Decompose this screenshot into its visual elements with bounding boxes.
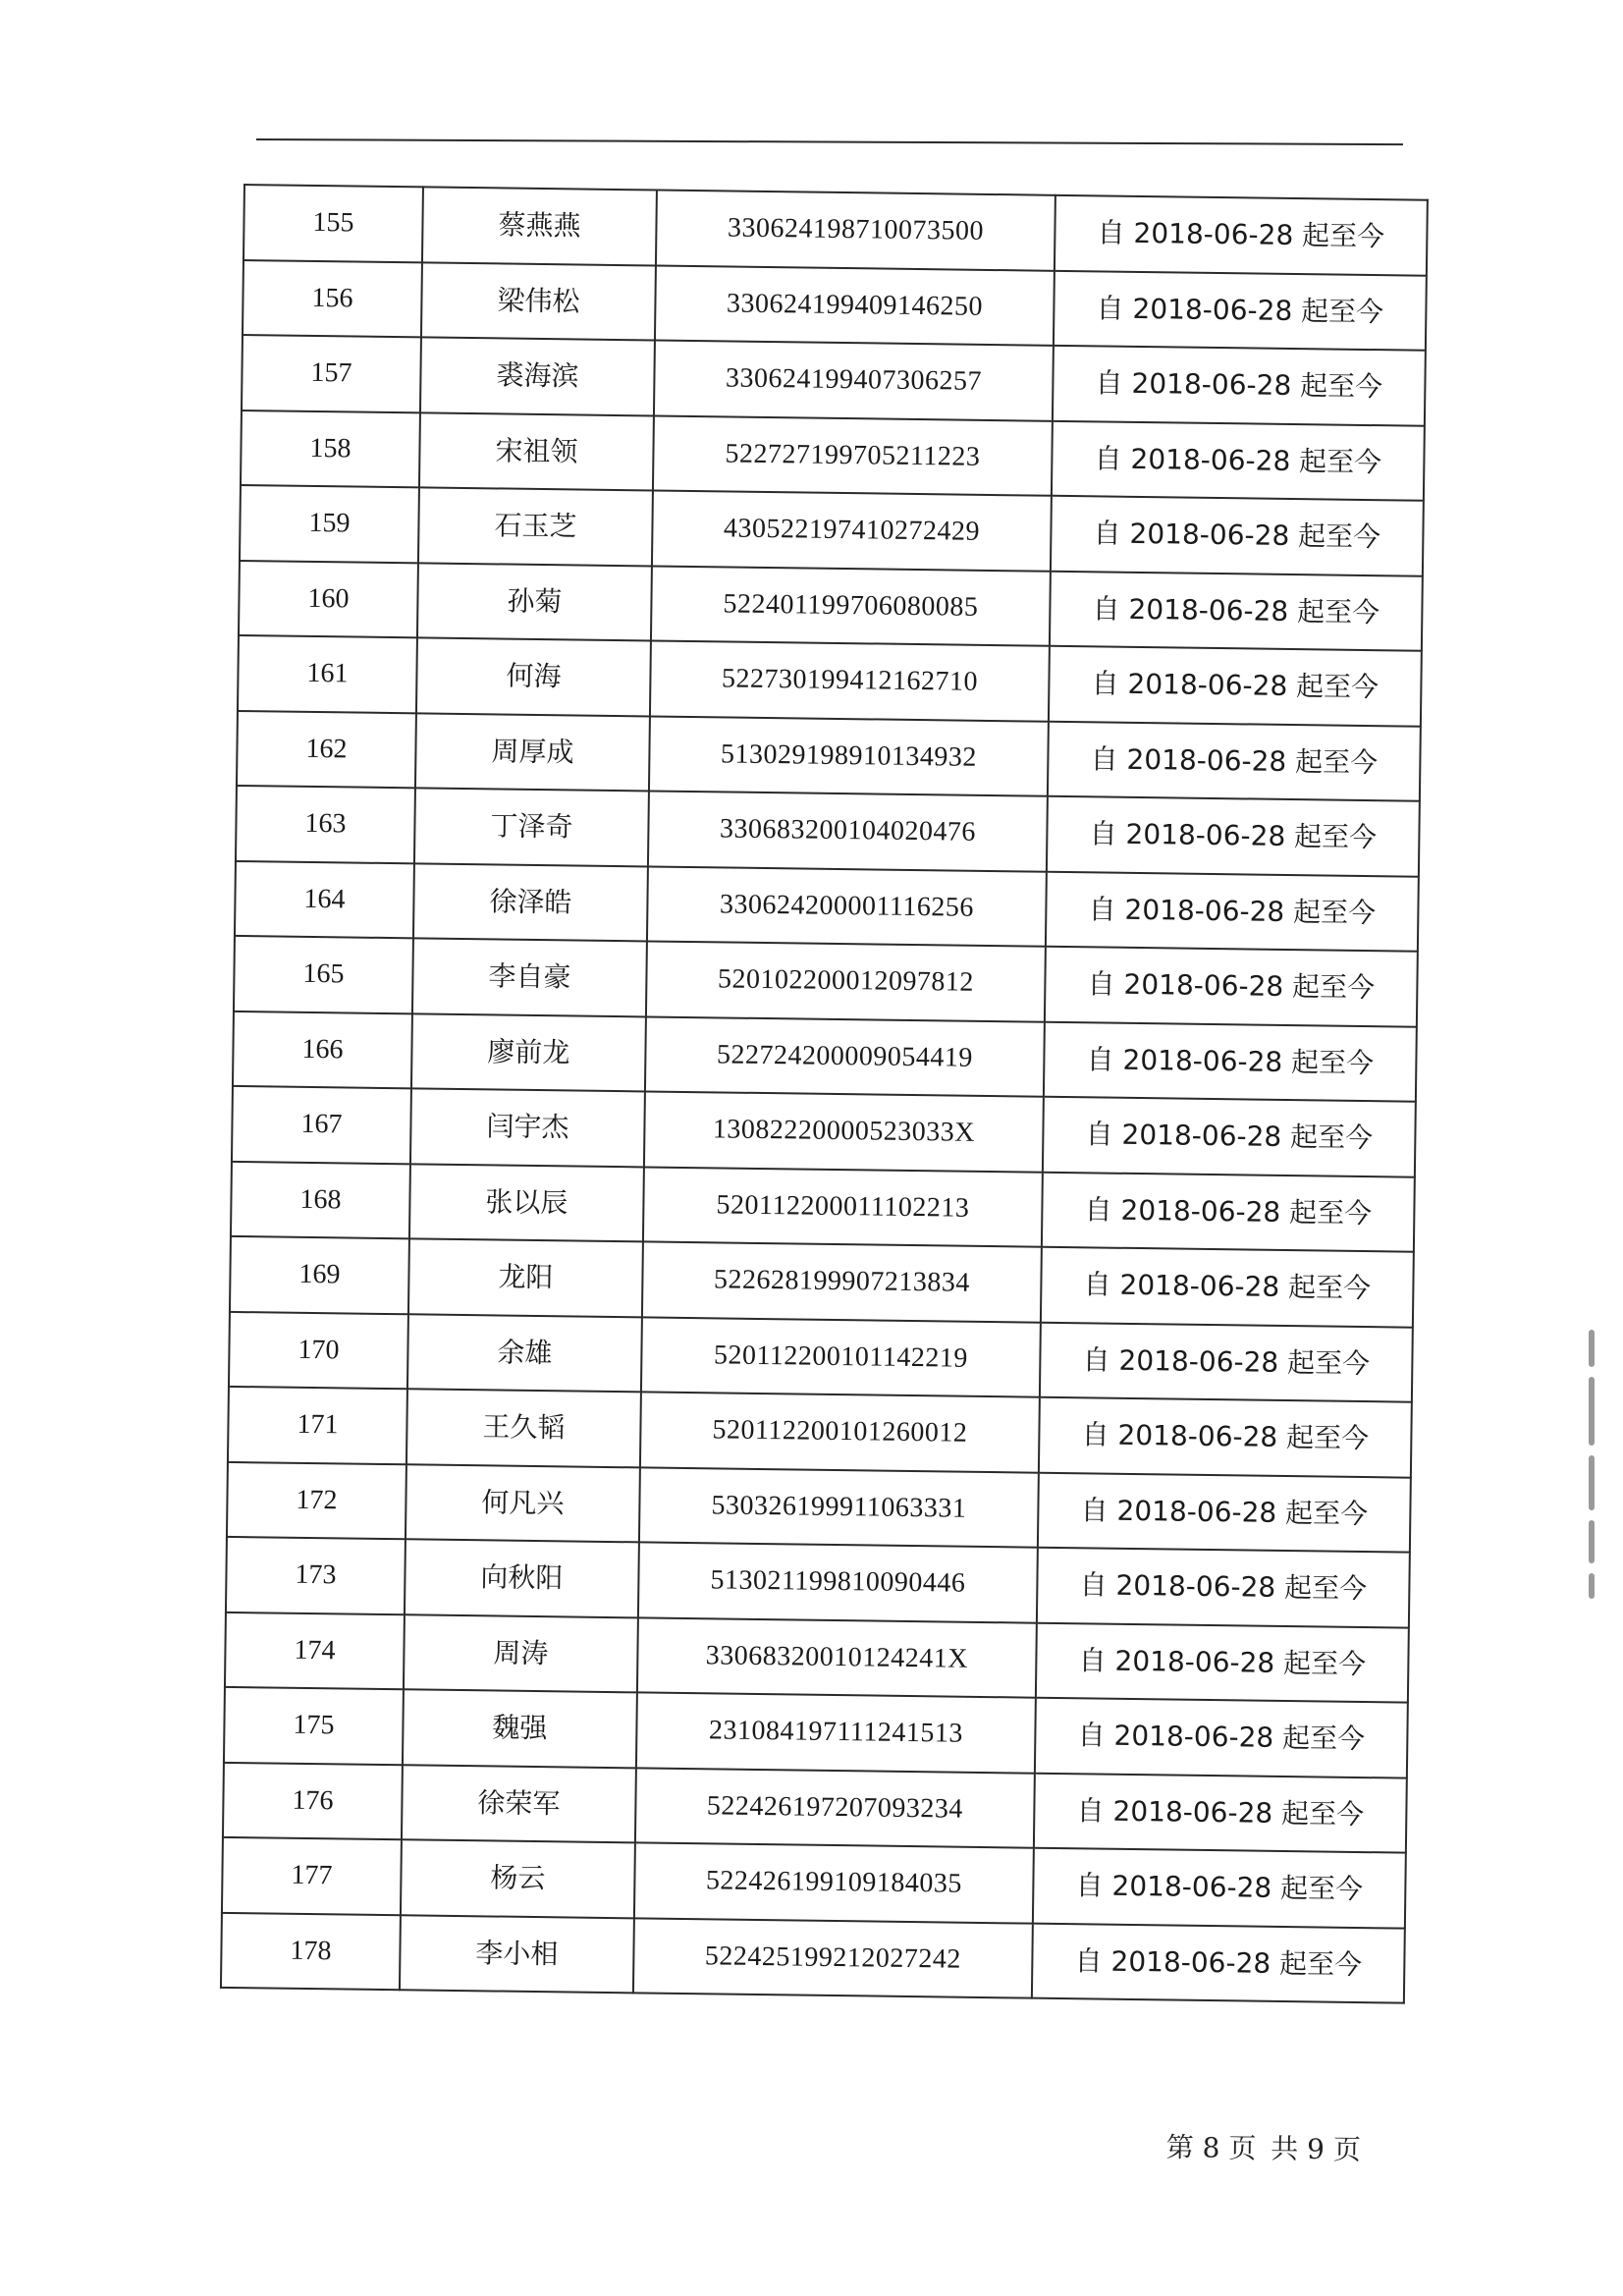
id-number: 330624199407306257 [654, 340, 1054, 420]
id-number: 520102200012097812 [646, 941, 1046, 1021]
period-text: 自 2018-06-28 起至今 [1050, 571, 1423, 650]
row-number: 162 [237, 710, 416, 788]
row-number: 163 [236, 786, 415, 863]
id-number: 522727199705211223 [653, 415, 1053, 496]
period-text: 自 2018-06-28 起至今 [1047, 796, 1420, 876]
row-number: 177 [222, 1837, 402, 1915]
period-text: 自 2018-06-28 起至今 [1049, 646, 1422, 726]
roster-table-container [220, 184, 1429, 2004]
row-number: 164 [235, 860, 414, 938]
period-text: 自 2018-06-28 起至今 [1037, 1548, 1410, 1627]
id-number: 330624200001116256 [647, 866, 1047, 947]
person-name: 李小相 [400, 1915, 634, 1994]
row-number: 165 [234, 936, 413, 1013]
row-number: 161 [238, 635, 417, 713]
period-text: 自 2018-06-28 起至今 [1044, 1021, 1417, 1101]
row-number: 171 [228, 1387, 407, 1464]
person-name: 张以辰 [409, 1164, 644, 1242]
row-number: 156 [243, 260, 422, 338]
period-text: 自 2018-06-28 起至今 [1035, 1698, 1408, 1777]
person-name: 宋祖领 [419, 412, 654, 491]
row-number: 172 [227, 1461, 406, 1539]
id-number: 430522197410272429 [652, 490, 1052, 571]
person-name: 徐荣军 [402, 1765, 636, 1843]
person-name: 孙菊 [417, 563, 652, 641]
id-number: 522724200009054419 [645, 1016, 1045, 1097]
id-number: 522730199412162710 [650, 640, 1050, 721]
row-number: 167 [232, 1086, 411, 1164]
id-number: 520112200101260012 [640, 1392, 1040, 1472]
page-footer [1165, 2126, 1367, 2168]
id-number: 520112200101142219 [641, 1317, 1041, 1397]
id-number: 522426199109184035 [634, 1842, 1034, 1923]
id-number: 522401199706080085 [651, 566, 1051, 646]
person-name: 龙阳 [408, 1238, 643, 1317]
row-number: 155 [243, 185, 423, 262]
row-number: 169 [230, 1236, 409, 1314]
person-name: 向秋阳 [405, 1539, 639, 1617]
id-number: 530326199911063331 [639, 1467, 1039, 1548]
id-number: 13082220000523033X [644, 1091, 1044, 1172]
id-number: 522628199907213834 [642, 1241, 1042, 1322]
table-row [221, 1912, 1405, 2002]
row-number: 166 [233, 1011, 412, 1088]
row-number: 175 [224, 1687, 404, 1765]
person-name: 蔡燕燕 [422, 187, 657, 265]
person-name: 廖前龙 [411, 1013, 646, 1092]
row-number: 159 [240, 485, 419, 563]
period-text: 自 2018-06-28 起至今 [1033, 1848, 1406, 1928]
id-number: 522426197207093234 [635, 1768, 1035, 1848]
person-name: 魏强 [403, 1689, 637, 1768]
period-text: 自 2018-06-28 起至今 [1045, 947, 1418, 1026]
person-name: 裘海滨 [420, 337, 655, 415]
person-name: 余雄 [407, 1314, 642, 1393]
page-total: 共 9 页 [1271, 2132, 1362, 2166]
row-number: 168 [231, 1161, 410, 1238]
person-name: 王久韬 [406, 1389, 641, 1467]
person-name: 周厚成 [415, 713, 650, 792]
person-name: 李自豪 [412, 938, 647, 1016]
person-name: 徐泽皓 [413, 863, 648, 942]
id-number: 330624198710073500 [656, 191, 1055, 271]
period-text: 自 2018-06-28 起至今 [1046, 871, 1419, 951]
period-text: 自 2018-06-28 起至今 [1039, 1397, 1412, 1477]
row-number: 176 [223, 1762, 403, 1839]
roster-table-body [221, 185, 1428, 2003]
row-number: 174 [225, 1612, 405, 1689]
person-name: 杨云 [401, 1839, 635, 1918]
header-rule [256, 138, 1403, 145]
period-text: 自 2018-06-28 起至今 [1055, 195, 1428, 275]
row-number: 173 [226, 1537, 406, 1614]
row-number: 170 [229, 1311, 408, 1389]
row-number: 178 [221, 1912, 401, 1990]
period-text: 自 2018-06-28 起至今 [1032, 1923, 1405, 2002]
period-text: 自 2018-06-28 起至今 [1053, 346, 1426, 425]
row-number: 157 [242, 335, 421, 412]
margin-scan-mark [1577, 1330, 1606, 1634]
person-name: 何凡兴 [406, 1464, 640, 1543]
period-text: 自 2018-06-28 起至今 [1051, 496, 1424, 575]
roster-table [220, 184, 1429, 2004]
period-text: 自 2018-06-28 起至今 [1042, 1172, 1415, 1251]
person-name: 石玉芝 [418, 487, 653, 566]
id-number: 522425199212027242 [633, 1918, 1033, 1998]
row-number: 158 [241, 410, 420, 487]
person-name: 周涛 [404, 1614, 638, 1693]
period-text: 自 2018-06-28 起至今 [1040, 1322, 1413, 1401]
row-number: 160 [239, 560, 418, 637]
period-text: 自 2018-06-28 起至今 [1052, 420, 1425, 500]
person-name: 闫宇杰 [410, 1088, 645, 1167]
id-number: 520112200011102213 [643, 1167, 1043, 1247]
id-number: 513021199810090446 [638, 1542, 1038, 1622]
period-text: 自 2018-06-28 起至今 [1034, 1773, 1407, 1852]
period-text: 自 2018-06-28 起至今 [1048, 721, 1421, 800]
person-name: 梁伟松 [421, 262, 656, 341]
period-text: 自 2018-06-28 起至今 [1043, 1097, 1416, 1176]
id-number: 330624199409146250 [655, 265, 1055, 346]
period-text: 自 2018-06-28 起至今 [1038, 1472, 1411, 1552]
id-number: 330683200104020476 [648, 791, 1048, 871]
period-text: 自 2018-06-28 起至今 [1041, 1247, 1414, 1327]
period-text: 自 2018-06-28 起至今 [1036, 1622, 1409, 1702]
id-number: 33068320010124241X [637, 1617, 1037, 1698]
id-number: 513029198910134932 [649, 716, 1049, 796]
person-name: 丁泽奇 [414, 788, 649, 866]
page-number: 第 8 页 [1165, 2130, 1257, 2165]
person-name: 何海 [416, 637, 651, 716]
period-text: 自 2018-06-28 起至今 [1054, 270, 1427, 350]
id-number: 231084197111241513 [636, 1692, 1036, 1773]
